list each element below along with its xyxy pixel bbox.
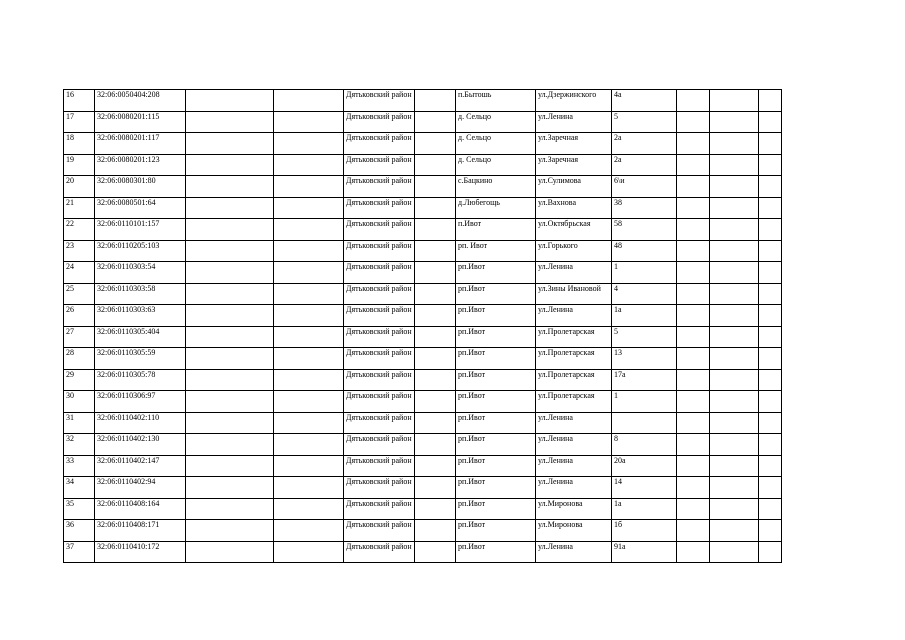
empty-cell <box>274 305 344 327</box>
empty-cell <box>759 240 782 262</box>
empty-cell <box>186 305 274 327</box>
house-number-cell: 48 <box>612 240 677 262</box>
empty-cell <box>759 90 782 112</box>
empty-cell <box>186 283 274 305</box>
cadastral-number-cell: 32:06:0110305:404 <box>95 326 186 348</box>
cadastral-number-cell: 32:06:0050404:208 <box>95 90 186 112</box>
empty-cell <box>759 219 782 241</box>
cadastral-number-cell: 32:06:0110408:171 <box>95 520 186 542</box>
empty-cell <box>415 197 456 219</box>
district-cell: Дятьковский район <box>344 369 415 391</box>
district-cell: Дятьковский район <box>344 434 415 456</box>
empty-cell <box>274 111 344 133</box>
cadastral-number-cell: 32:06:0080501:64 <box>95 197 186 219</box>
table-row <box>64 305 782 327</box>
row-number-cell: 29 <box>64 369 95 391</box>
empty-cell <box>186 90 274 112</box>
settlement-cell: рп.Ивот <box>456 541 536 563</box>
table-row <box>64 391 782 413</box>
settlement-cell: рп.Ивот <box>456 283 536 305</box>
district-cell: Дятьковский район <box>344 326 415 348</box>
settlement-cell: рп.Ивот <box>456 434 536 456</box>
empty-cell <box>677 520 710 542</box>
cadastral-number-cell: 32:06:0110303:58 <box>95 283 186 305</box>
street-cell: ул.Ленина <box>536 434 612 456</box>
empty-cell <box>186 176 274 198</box>
empty-cell <box>415 326 456 348</box>
empty-cell <box>677 369 710 391</box>
table-row <box>64 412 782 434</box>
street-cell: ул.Ленина <box>536 455 612 477</box>
empty-cell <box>274 176 344 198</box>
street-cell: ул.Миронова <box>536 498 612 520</box>
house-number-cell: 1 <box>612 262 677 284</box>
row-number-cell: 26 <box>64 305 95 327</box>
empty-cell <box>759 176 782 198</box>
district-cell: Дятьковский район <box>344 455 415 477</box>
empty-cell <box>677 348 710 370</box>
row-number-cell: 30 <box>64 391 95 413</box>
empty-cell <box>759 197 782 219</box>
street-cell: ул.Зины Ивановой <box>536 283 612 305</box>
empty-cell <box>710 477 759 499</box>
empty-cell <box>710 348 759 370</box>
district-cell: Дятьковский район <box>344 391 415 413</box>
district-cell: Дятьковский район <box>344 283 415 305</box>
settlement-cell: рп.Ивот <box>456 369 536 391</box>
empty-cell <box>274 412 344 434</box>
district-cell: Дятьковский район <box>344 90 415 112</box>
empty-cell <box>186 219 274 241</box>
row-number-cell: 24 <box>64 262 95 284</box>
empty-cell <box>415 219 456 241</box>
cadastral-number-cell: 32:06:0080301:80 <box>95 176 186 198</box>
empty-cell <box>274 520 344 542</box>
empty-cell <box>759 541 782 563</box>
empty-cell <box>186 520 274 542</box>
empty-cell <box>186 498 274 520</box>
row-number-cell: 37 <box>64 541 95 563</box>
empty-cell <box>710 197 759 219</box>
table-row <box>64 326 782 348</box>
settlement-cell: рп.Ивот <box>456 498 536 520</box>
empty-cell <box>710 369 759 391</box>
row-number-cell: 28 <box>64 348 95 370</box>
table-row <box>64 434 782 456</box>
empty-cell <box>186 133 274 155</box>
empty-cell <box>677 412 710 434</box>
street-cell: ул.Ленина <box>536 262 612 284</box>
district-cell: Дятьковский район <box>344 262 415 284</box>
row-number-cell: 23 <box>64 240 95 262</box>
table-row <box>64 541 782 563</box>
empty-cell <box>710 240 759 262</box>
street-cell: ул.Сулимова <box>536 176 612 198</box>
district-cell: Дятьковский район <box>344 477 415 499</box>
district-cell: Дятьковский район <box>344 240 415 262</box>
street-cell: ул.Пролетарская <box>536 369 612 391</box>
empty-cell <box>710 111 759 133</box>
settlement-cell: д. Сельцо <box>456 154 536 176</box>
cadastral-number-cell: 32:06:0110305:78 <box>95 369 186 391</box>
empty-cell <box>415 240 456 262</box>
row-number-cell: 27 <box>64 326 95 348</box>
empty-cell <box>677 197 710 219</box>
empty-cell <box>759 305 782 327</box>
cadastral-number-cell: 32:06:0110402:110 <box>95 412 186 434</box>
empty-cell <box>710 391 759 413</box>
empty-cell <box>186 262 274 284</box>
empty-cell <box>677 240 710 262</box>
street-cell: ул.Пролетарская <box>536 391 612 413</box>
row-number-cell: 32 <box>64 434 95 456</box>
empty-cell <box>759 369 782 391</box>
empty-cell <box>274 477 344 499</box>
empty-cell <box>677 133 710 155</box>
empty-cell <box>677 477 710 499</box>
empty-cell <box>186 477 274 499</box>
empty-cell <box>677 434 710 456</box>
district-cell: Дятьковский район <box>344 197 415 219</box>
row-number-cell: 18 <box>64 133 95 155</box>
table-row <box>64 219 782 241</box>
table-row <box>64 176 782 198</box>
empty-cell <box>759 133 782 155</box>
empty-cell <box>274 369 344 391</box>
row-number-cell: 35 <box>64 498 95 520</box>
empty-cell <box>710 90 759 112</box>
empty-cell <box>415 434 456 456</box>
property-registry-table <box>63 89 782 563</box>
settlement-cell: п.Бытошь <box>456 90 536 112</box>
empty-cell <box>186 240 274 262</box>
table-row <box>64 133 782 155</box>
district-cell: Дятьковский район <box>344 305 415 327</box>
settlement-cell: рп.Ивот <box>456 455 536 477</box>
district-cell: Дятьковский район <box>344 176 415 198</box>
row-number-cell: 33 <box>64 455 95 477</box>
empty-cell <box>274 498 344 520</box>
settlement-cell: рп. Ивот <box>456 240 536 262</box>
empty-cell <box>759 412 782 434</box>
empty-cell <box>415 412 456 434</box>
empty-cell <box>186 111 274 133</box>
street-cell: ул.Заречная <box>536 133 612 155</box>
district-cell: Дятьковский район <box>344 133 415 155</box>
empty-cell <box>274 283 344 305</box>
house-number-cell: 91а <box>612 541 677 563</box>
empty-cell <box>186 412 274 434</box>
empty-cell <box>677 326 710 348</box>
empty-cell <box>677 176 710 198</box>
cadastral-number-cell: 32:06:0110408:164 <box>95 498 186 520</box>
empty-cell <box>710 262 759 284</box>
settlement-cell: д. Сельцо <box>456 111 536 133</box>
settlement-cell: рп.Ивот <box>456 412 536 434</box>
street-cell: ул.Ленина <box>536 541 612 563</box>
row-number-cell: 17 <box>64 111 95 133</box>
empty-cell <box>710 498 759 520</box>
table-row <box>64 111 782 133</box>
cadastral-number-cell: 32:06:0110303:63 <box>95 305 186 327</box>
empty-cell <box>759 498 782 520</box>
table-row <box>64 520 782 542</box>
empty-cell <box>677 283 710 305</box>
empty-cell <box>677 305 710 327</box>
settlement-cell: рп.Ивот <box>456 305 536 327</box>
cadastral-number-cell: 32:06:0110402:94 <box>95 477 186 499</box>
table-body <box>64 90 782 563</box>
empty-cell <box>677 219 710 241</box>
empty-cell <box>415 90 456 112</box>
settlement-cell: д.Любегощь <box>456 197 536 219</box>
street-cell: ул.Ленина <box>536 305 612 327</box>
empty-cell <box>710 520 759 542</box>
settlement-cell: рп.Ивот <box>456 477 536 499</box>
empty-cell <box>415 262 456 284</box>
empty-cell <box>677 262 710 284</box>
cadastral-number-cell: 32:06:0110410:172 <box>95 541 186 563</box>
empty-cell <box>710 305 759 327</box>
settlement-cell: рп.Ивот <box>456 391 536 413</box>
settlement-cell: рп.Ивот <box>456 348 536 370</box>
empty-cell <box>415 154 456 176</box>
row-number-cell: 21 <box>64 197 95 219</box>
row-number-cell: 22 <box>64 219 95 241</box>
house-number-cell: 1б <box>612 520 677 542</box>
house-number-cell: 1а <box>612 498 677 520</box>
house-number-cell: 4 <box>612 283 677 305</box>
empty-cell <box>274 434 344 456</box>
house-number-cell: 38 <box>612 197 677 219</box>
house-number-cell: 17а <box>612 369 677 391</box>
empty-cell <box>274 90 344 112</box>
street-cell: ул.Миронова <box>536 520 612 542</box>
settlement-cell: с.Бацкино <box>456 176 536 198</box>
table-row <box>64 262 782 284</box>
row-number-cell: 20 <box>64 176 95 198</box>
empty-cell <box>186 326 274 348</box>
street-cell: ул.Пролетарская <box>536 348 612 370</box>
empty-cell <box>274 541 344 563</box>
district-cell: Дятьковский район <box>344 154 415 176</box>
street-cell: ул.Пролетарская <box>536 326 612 348</box>
empty-cell <box>759 154 782 176</box>
empty-cell <box>415 520 456 542</box>
empty-cell <box>710 412 759 434</box>
cadastral-number-cell: 32:06:0110303:54 <box>95 262 186 284</box>
row-number-cell: 31 <box>64 412 95 434</box>
empty-cell <box>415 498 456 520</box>
empty-cell <box>274 326 344 348</box>
empty-cell <box>186 541 274 563</box>
empty-cell <box>759 391 782 413</box>
empty-cell <box>186 154 274 176</box>
empty-cell <box>274 348 344 370</box>
empty-cell <box>710 283 759 305</box>
empty-cell <box>186 369 274 391</box>
empty-cell <box>710 434 759 456</box>
house-number-cell: 5 <box>612 111 677 133</box>
empty-cell <box>186 391 274 413</box>
cadastral-number-cell: 32:06:0110306:97 <box>95 391 186 413</box>
cadastral-number-cell: 32:06:0110402:147 <box>95 455 186 477</box>
empty-cell <box>415 133 456 155</box>
table-row <box>64 240 782 262</box>
cadastral-number-cell: 32:06:0110402:130 <box>95 434 186 456</box>
empty-cell <box>677 90 710 112</box>
street-cell: ул.Вахнова <box>536 197 612 219</box>
empty-cell <box>415 391 456 413</box>
empty-cell <box>274 262 344 284</box>
district-cell: Дятьковский район <box>344 498 415 520</box>
house-number-cell: 20а <box>612 455 677 477</box>
district-cell: Дятьковский район <box>344 219 415 241</box>
settlement-cell: рп.Ивот <box>456 262 536 284</box>
empty-cell <box>415 348 456 370</box>
row-number-cell: 16 <box>64 90 95 112</box>
empty-cell <box>186 434 274 456</box>
house-number-cell: 1а <box>612 305 677 327</box>
house-number-cell: 6\и <box>612 176 677 198</box>
table-row <box>64 90 782 112</box>
empty-cell <box>186 197 274 219</box>
empty-cell <box>274 154 344 176</box>
cadastral-number-cell: 32:06:0080201:115 <box>95 111 186 133</box>
street-cell: ул.Горького <box>536 240 612 262</box>
empty-cell <box>415 176 456 198</box>
empty-cell <box>274 240 344 262</box>
street-cell: ул.Октябрьская <box>536 219 612 241</box>
empty-cell <box>415 477 456 499</box>
row-number-cell: 25 <box>64 283 95 305</box>
empty-cell <box>274 197 344 219</box>
empty-cell <box>710 154 759 176</box>
table-row <box>64 498 782 520</box>
table-row <box>64 348 782 370</box>
house-number-cell: 13 <box>612 348 677 370</box>
empty-cell <box>415 369 456 391</box>
empty-cell <box>759 111 782 133</box>
street-cell: ул.Заречная <box>536 154 612 176</box>
empty-cell <box>710 541 759 563</box>
house-number-cell: 1 <box>612 391 677 413</box>
district-cell: Дятьковский район <box>344 541 415 563</box>
empty-cell <box>274 455 344 477</box>
empty-cell <box>274 391 344 413</box>
table-row <box>64 154 782 176</box>
cadastral-number-cell: 32:06:0110101:157 <box>95 219 186 241</box>
empty-cell <box>186 348 274 370</box>
settlement-cell: рп.Ивот <box>456 520 536 542</box>
street-cell: ул.Ленина <box>536 111 612 133</box>
empty-cell <box>677 154 710 176</box>
empty-cell <box>415 541 456 563</box>
empty-cell <box>186 455 274 477</box>
empty-cell <box>710 326 759 348</box>
empty-cell <box>415 305 456 327</box>
empty-cell <box>759 348 782 370</box>
settlement-cell: рп.Ивот <box>456 326 536 348</box>
empty-cell <box>759 520 782 542</box>
empty-cell <box>274 219 344 241</box>
empty-cell <box>759 262 782 284</box>
empty-cell <box>710 219 759 241</box>
row-number-cell: 36 <box>64 520 95 542</box>
row-number-cell: 19 <box>64 154 95 176</box>
cadastral-number-cell: 32:06:0110305:59 <box>95 348 186 370</box>
district-cell: Дятьковский район <box>344 111 415 133</box>
empty-cell <box>415 111 456 133</box>
house-number-cell: 2а <box>612 133 677 155</box>
settlement-cell: п.Ивот <box>456 219 536 241</box>
house-number-cell: 4а <box>612 90 677 112</box>
house-number-cell: 14 <box>612 477 677 499</box>
table-row <box>64 369 782 391</box>
street-cell: ул.Ленина <box>536 412 612 434</box>
street-cell: ул.Дзержинского <box>536 90 612 112</box>
empty-cell <box>415 283 456 305</box>
table-row <box>64 455 782 477</box>
cadastral-number-cell: 32:06:0080201:117 <box>95 133 186 155</box>
table-row <box>64 197 782 219</box>
empty-cell <box>677 111 710 133</box>
empty-cell <box>677 541 710 563</box>
house-number-cell: 2а <box>612 154 677 176</box>
empty-cell <box>710 133 759 155</box>
cadastral-number-cell: 32:06:0110205:103 <box>95 240 186 262</box>
settlement-cell: д. Сельцо <box>456 133 536 155</box>
empty-cell <box>759 477 782 499</box>
house-number-cell: 8 <box>612 434 677 456</box>
empty-cell <box>710 455 759 477</box>
empty-cell <box>677 498 710 520</box>
district-cell: Дятьковский район <box>344 520 415 542</box>
empty-cell <box>759 455 782 477</box>
house-number-cell: 58 <box>612 219 677 241</box>
empty-cell <box>710 176 759 198</box>
empty-cell <box>677 455 710 477</box>
district-cell: Дятьковский район <box>344 412 415 434</box>
table-row <box>64 477 782 499</box>
empty-cell <box>274 133 344 155</box>
house-number-cell <box>612 412 677 434</box>
table-row <box>64 283 782 305</box>
house-number-cell: 5 <box>612 326 677 348</box>
street-cell: ул.Ленина <box>536 477 612 499</box>
empty-cell <box>759 326 782 348</box>
empty-cell <box>415 455 456 477</box>
cadastral-number-cell: 32:06:0080201:123 <box>95 154 186 176</box>
row-number-cell: 34 <box>64 477 95 499</box>
district-cell: Дятьковский район <box>344 348 415 370</box>
empty-cell <box>759 283 782 305</box>
empty-cell <box>677 391 710 413</box>
empty-cell <box>759 434 782 456</box>
